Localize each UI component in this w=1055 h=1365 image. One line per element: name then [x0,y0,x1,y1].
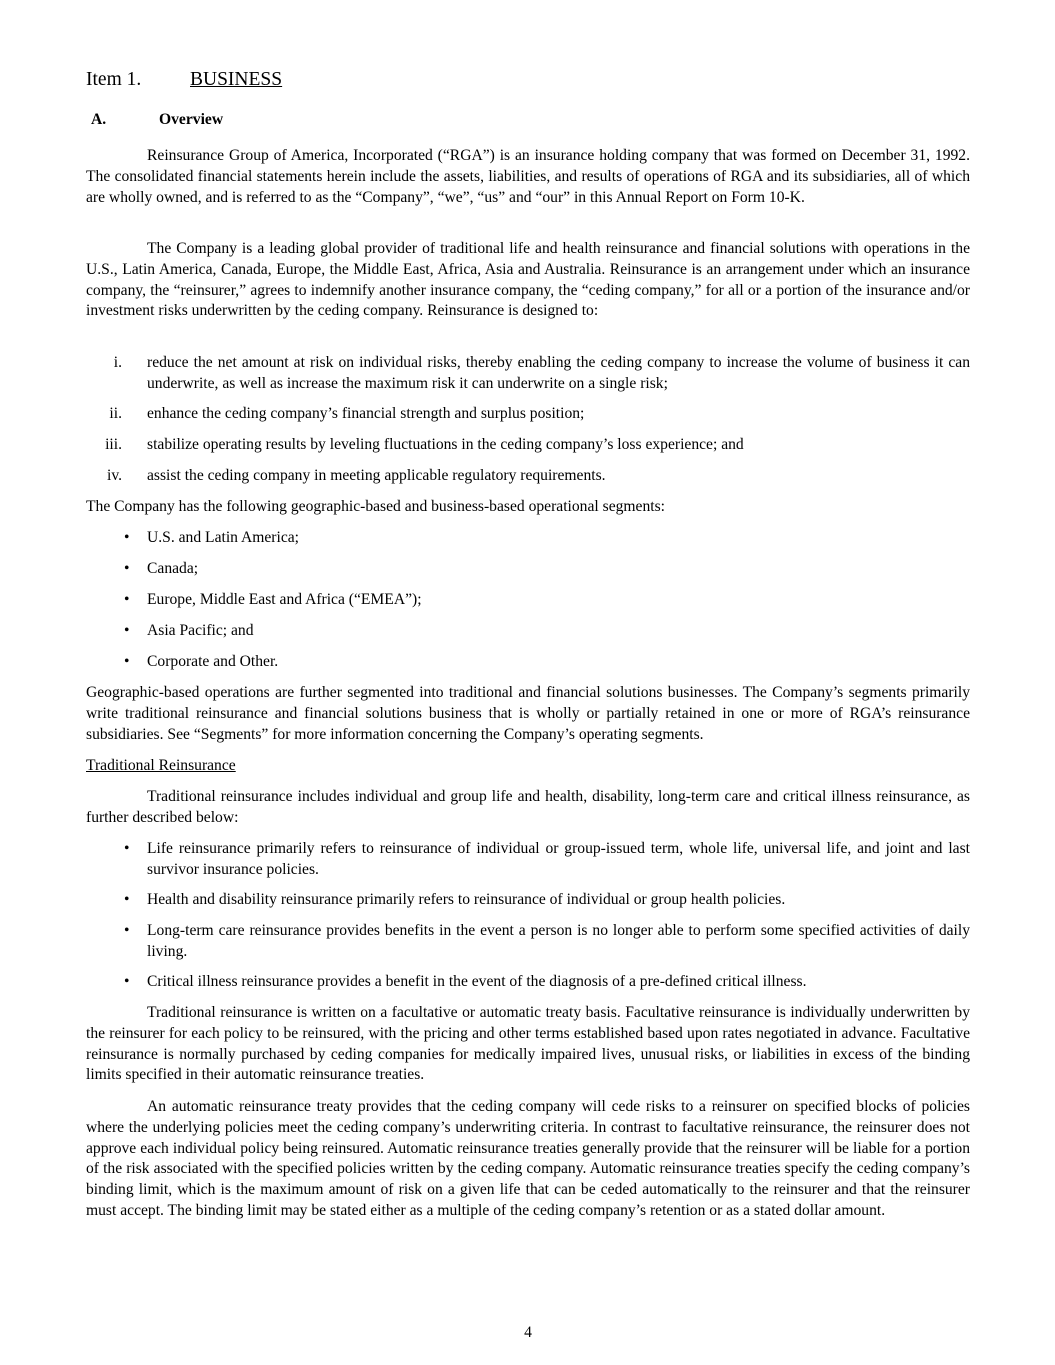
paragraph-automatic-treaty: An automatic reinsurance treaty provides that the ceding company will cede risks to a reinsurer on specified blocks of policies where the underlying policies meet the ceding company’s underwriting criteria. In contrast to facultative reinsurance, the reinsurer does not approve each individual policy being reinsured. Automatic reinsurance treaties generally provide that the reinsurer will be liable for a portion of the risk associated with the specified policies written by the ceding company. Automatic reinsurance treaties specify the ceding company’s binding limit, which is the maximum amount of risk on a given life that can be ceded automatically to the reinsurer and that the reinsurer must accept. The binding limit may be stated either as a multiple of the ceding company’s retention or as a stated dollar amount. [86,1098,970,1219]
bullet-icon: • [124,973,130,990]
paragraph-segments-intro: The Company has the following geographic-based and business-based operational segments: [86,498,665,515]
reinsurance-type-item [86,972,970,993]
bullet-icon: • [124,891,130,908]
paragraph-facultative: Traditional reinsurance is written on a facultative or automatic treaty basis. Facultative reinsurance is individually underwritten by the reinsurer for each policy to be reinsured, with the pricing and other terms established based upon rates negotiated in advance. Facultative reinsurance is normally purchased by ceding companies for medically impaired lives, unusual risks, or liabilities in excess of the binding limits specified in their automatic reinsurance treaties. [86,1004,970,1084]
bullet-icon: • [124,840,130,857]
bullet-icon: • [124,591,130,608]
segment-text: Asia Pacific; and [147,622,254,639]
list-text: reduce the net amount at risk on individual risks, thereby enabling the ceding company to increase the volume of business it can underwrite, as well as increase the maximum risk it can underwrite on a single risk; [147,354,970,392]
list-text: assist the ceding company in meeting applicable regulatory requirements. [147,467,606,484]
traditional-reinsurance-heading: Traditional Reinsurance [86,757,236,774]
segment-item [86,559,970,580]
paragraph-company-description: The Company is a leading global provider of traditional life and health reinsurance and financial solutions with operations in the U.S., Latin America, Canada, Europe, the Middle East, Africa, Asia and Australia. Reinsurance is an arrangement under which an insurance company, the “reinsurer,” agrees to indemnify another insurance company, the “ceding company,” for all or a portion of the insurance and/or investment risks underwritten by the ceding company. Reinsurance is designed to: [86,240,970,320]
item-heading [86,70,282,91]
reinsurance-type-item [86,890,970,911]
bullet-icon: • [124,922,130,939]
list-marker: iii. [105,436,122,453]
segment-text: Corporate and Other. [147,653,279,670]
segment-item [86,652,970,673]
segment-text: U.S. and Latin America; [147,529,300,546]
list-item [86,404,970,425]
bullet-icon: • [124,653,130,670]
paragraph-geographic-operations: Geographic-based operations are further segmented into traditional and financial solutions businesses. The Company’s segments primarily write traditional reinsurance and financial solutions business that is wholly or partially retained in one or more of RGA’s reinsurance subsidiaries. See “Segments” for more information concerning the Company’s operating segments. [86,684,970,743]
bullet-icon: • [124,560,130,577]
section-letter: A. [91,111,107,128]
reinsurance-type-text: Critical illness reinsurance provides a benefit in the event of the diagnosis of a pre-defined critical illness. [147,973,807,990]
segment-item [86,621,970,642]
list-text: stabilize operating results by leveling fluctuations in the ceding company’s loss experience; and [147,436,744,453]
list-marker: iv. [106,467,122,484]
segment-text: Canada; [147,560,199,577]
segment-item [86,528,970,549]
item-number: Item 1. [86,69,142,90]
paragraph-rga-intro: Reinsurance Group of America, Incorporated (“RGA”) is an insurance holding company that was formed on December 31, 1992. The consolidated financial statements herein include the assets, liabilities, and results of operations of RGA and its subsidiaries, all of which are wholly owned, and is referred to as the “Company”, “we”, “us” and “our” in this Annual Report on Form 10-K. [86,147,970,206]
reinsurance-type-item [86,921,970,963]
section-heading [91,110,223,131]
item-title: BUSINESS [190,69,283,90]
paragraph-traditional-intro: Traditional reinsurance includes individual and group life and health, disability, long-term care and critical illness reinsurance, as further described below: [86,788,970,826]
reinsurance-type-text: Long-term care reinsurance provides benefits in the event a person is no longer able to perform some specified activities of daily living. [147,922,970,960]
bullet-icon: • [124,529,130,546]
bullet-icon: • [124,622,130,639]
segment-text: Europe, Middle East and Africa (“EMEA”); [147,591,422,608]
list-item [86,353,970,395]
segment-item [86,590,970,611]
page-number: 4 [524,1324,532,1341]
list-marker: ii. [109,405,122,422]
list-item [86,466,970,487]
reinsurance-type-text: Health and disability reinsurance primarily refers to reinsurance of individual or group health policies. [147,891,786,908]
section-title: Overview [159,111,224,128]
list-marker: i. [113,354,122,371]
reinsurance-type-text: Life reinsurance primarily refers to reinsurance of individual or group-issued term, whole life, universal life, and joint and last survivor insurance policies. [147,840,970,878]
list-item [86,435,970,456]
reinsurance-type-item [86,839,970,881]
list-text: enhance the ceding company’s financial strength and surplus position; [147,405,585,422]
